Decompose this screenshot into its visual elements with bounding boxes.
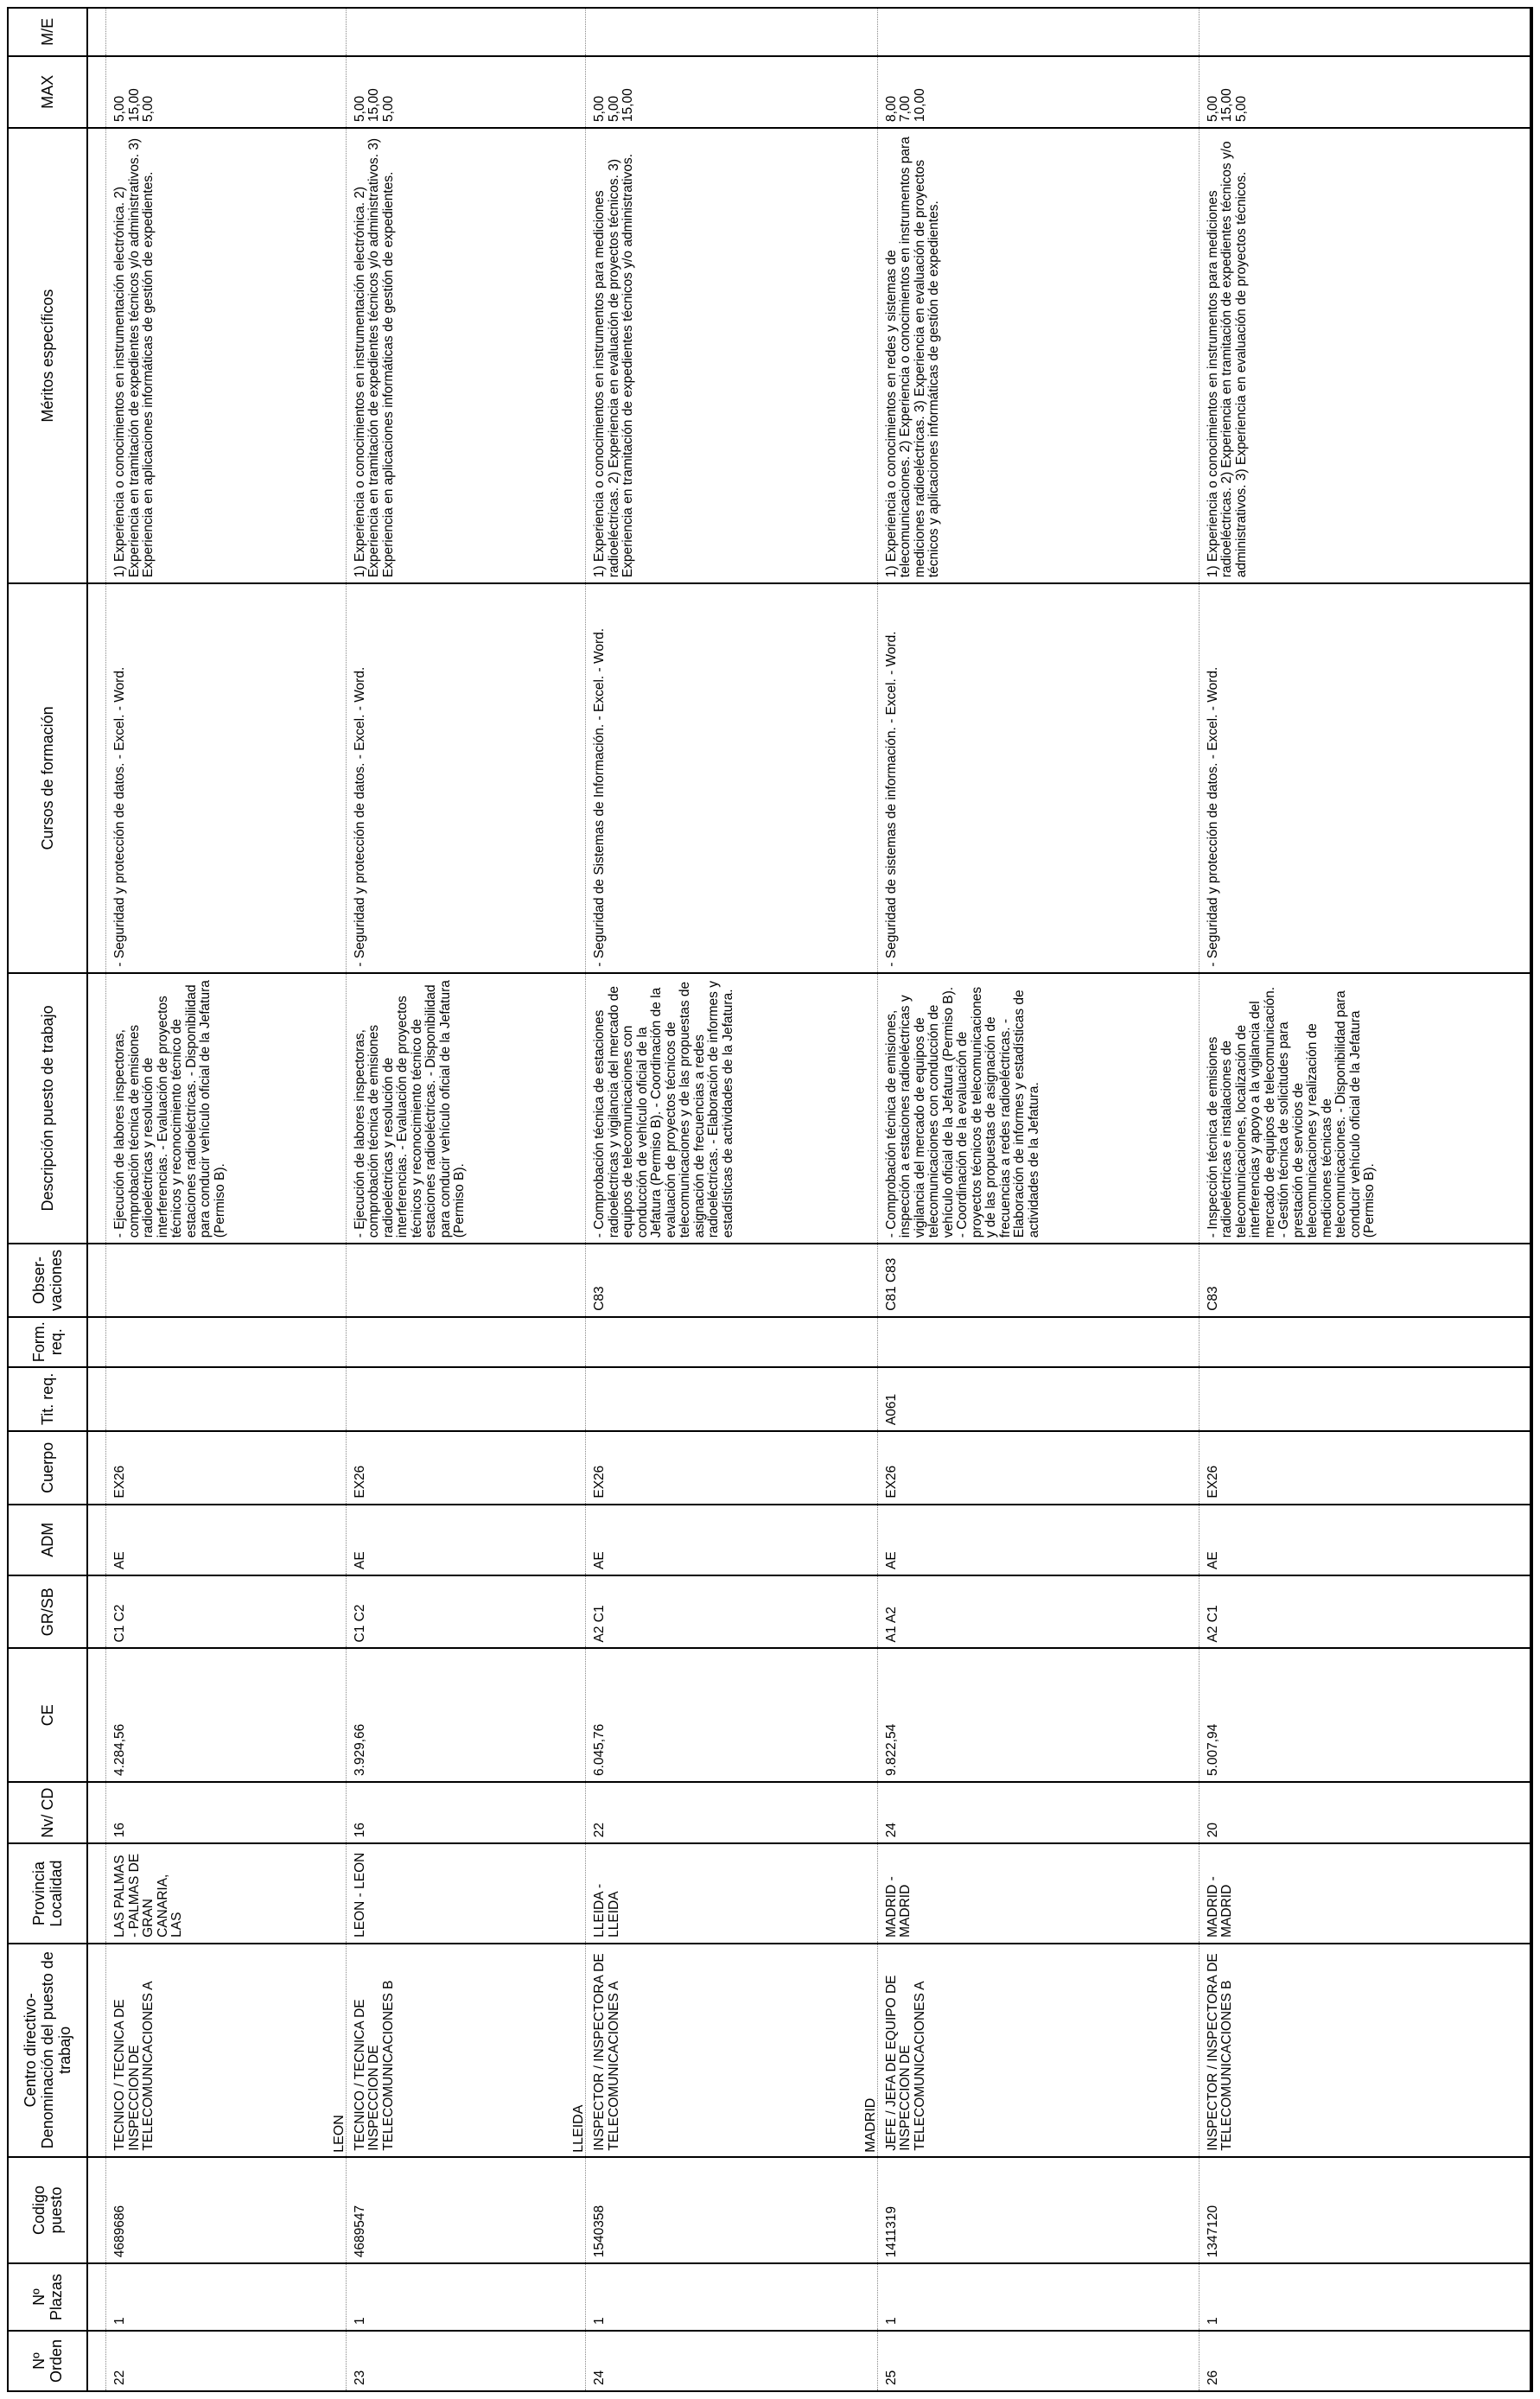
cell-cuerpo: EX26: [346, 1431, 572, 1505]
cell-formacion: [1199, 1317, 1530, 1367]
header-codigo: Codigo puesto: [9, 2157, 87, 2263]
cell-grupo: A2 C1: [586, 1575, 864, 1649]
cell-provincia: LAS PALMAS - PALMAS DE GRAN CANARIA, LAS: [106, 1843, 333, 1944]
job-positions-table: [9, 9, 1531, 2390]
table-row: [586, 9, 864, 2390]
max-value: 7,00: [898, 95, 913, 123]
cell-formacion: [586, 1317, 864, 1367]
header-cursos: Cursos de formación: [9, 583, 87, 972]
max-value: 5,00: [592, 95, 608, 123]
cell-observaciones: [106, 1244, 333, 1317]
cell-nivel: 16: [106, 1782, 333, 1843]
table-row: [1199, 9, 1530, 2390]
cell-descripcion: - Ejecución de labores inspectoras, comprobación técnica de emisiones radioeléctricas y resolución de interferencias. - Evaluación de proyectos técnicos y reconocimiento técnico de estaciones radioeléctricas. - Disponibilidad para conducir vehículo oficial de la Jefatura (Permiso B).: [106, 973, 333, 1244]
cell-titulacion: [1199, 1367, 1530, 1432]
cell-nivel: 20: [1199, 1782, 1530, 1843]
cell-cursos: - Seguridad y protección de datos. - Excel. - Word.: [106, 583, 333, 972]
cell-adm: AE: [586, 1505, 864, 1575]
cell-orden: 22: [112, 2370, 127, 2385]
cell-orden: 23: [352, 2370, 367, 2385]
cell-formacion: [106, 1317, 333, 1367]
cell-titulacion: [586, 1367, 864, 1432]
cell-meritos: 1) Experiencia o conocimientos en redes y sistemas de telecomunicaciones. 2) Experiencia o conocimientos en instrumentos para mediciones radioeléctricas. 3) Experiencia en evaluación de proyectos técnicos y aplicaciones informáticas de gestión de expedientes.: [877, 128, 1181, 583]
cell-plazas: 1: [1199, 2263, 1530, 2331]
cell-ce: 3.929,66: [346, 1648, 572, 1782]
header-titulacion: Tit. req.: [9, 1367, 87, 1432]
max-value: 5,00: [112, 95, 127, 123]
header-max: MAX: [9, 56, 87, 128]
table-row: [106, 9, 333, 2390]
cell-descripcion: - Comprobación técnica de emisiones, inspección a estaciones radioeléctricas y vigilancia del mercado de equipos de telecomunicaciones con conducción de vehículo oficial de la Jefatura (Permiso B). - Coordinación de la evaluación de proyectos técnicos de telecomunicaciones y de las propuestas de asignación de frecuencias a redes radioeléctricas. - Elaboración de informes y estadísticas de actividades de la Jefatura.: [877, 973, 1181, 1244]
cell-observaciones: [346, 1244, 572, 1317]
cell-ce: 9.822,54: [877, 1648, 1181, 1782]
header-adm: ADM: [9, 1505, 87, 1575]
cell-cuerpo: EX26: [877, 1431, 1181, 1505]
cell-max: [346, 56, 572, 128]
header-observaciones: Obser- vaciones: [9, 1244, 87, 1317]
cell-me: [106, 9, 333, 56]
max-value: 5,00: [1205, 95, 1220, 123]
header-plazas: Nº Plazas: [9, 2263, 87, 2331]
cell-provincia: LEON - LEON: [346, 1843, 572, 1944]
cell-max: [1199, 56, 1530, 128]
cell-max: [106, 56, 333, 128]
cell-orden: 24: [592, 2370, 608, 2385]
max-value: 5,00: [352, 95, 367, 123]
header-formacion: Form. req.: [9, 1317, 87, 1367]
cell-plazas: 1: [346, 2263, 572, 2331]
cell-meritos: 1) Experiencia o conocimientos en instrumentos para mediciones radioeléctricas. 2) Experiencia en tramitación de expedientes técnicos y/o administrativos. 3) Experiencia en evaluación de proyectos técnicos.: [1199, 128, 1530, 583]
table-row: [346, 9, 572, 2390]
cell-meritos: 1) Experiencia o conocimientos en instrumentación electrónica. 2) Experiencia en tramitación de expedientes técnicos y/o administrativos. 3) Experiencia en aplicaciones informáticas de gestión de expedientes.: [346, 128, 572, 583]
max-value: 5,00: [1233, 95, 1249, 123]
cell-grupo: C1 C2: [106, 1575, 333, 1649]
header-ce: CE: [9, 1648, 87, 1782]
cell-centro: TECNICO / TECNICA DE INSPECCION DE TELECOMUNICACIONES B: [346, 1944, 572, 2157]
cell-me: [1199, 9, 1530, 56]
cell-provincia: LLEIDA - LLEIDA: [586, 1843, 864, 1944]
cell-adm: AE: [1199, 1505, 1530, 1575]
cell-centro: JEFE / JEFA DE EQUIPO DE INSPECCION DE TELECOMUNICACIONES A: [877, 1944, 1181, 2157]
cell-codigo: 1411319: [877, 2157, 1181, 2263]
cell-ce: 4.284,56: [106, 1648, 333, 1782]
cell-centro: INSPECTOR / INSPECTORA DE TELECOMUNICACIONES A: [586, 1944, 864, 2157]
cell-cursos: - Seguridad de Sistemas de Información. - Excel. - Word.: [586, 583, 864, 972]
max-value: 10,00: [912, 88, 927, 123]
cell-adm: AE: [877, 1505, 1181, 1575]
header-meritos: Méritos específicos: [9, 128, 87, 583]
cell-titulacion: [106, 1367, 333, 1432]
header-row: [9, 9, 87, 2390]
max-value: 15,00: [620, 88, 636, 123]
cell-centro: INSPECTOR / INSPECTORA DE TELECOMUNICACIONES B: [1199, 1944, 1530, 2157]
cell-me: [877, 9, 1181, 56]
cell-codigo: 4689547: [346, 2157, 572, 2263]
cell-me: [586, 9, 864, 56]
cell-meritos: 1) Experiencia o conocimientos en instrumentación electrónica. 2) Experiencia en tramitación de expedientes técnicos y/o administrativos. 3) Experiencia en aplicaciones informáticas de gestión de expedientes.: [106, 128, 333, 583]
cell-nivel: 24: [877, 1782, 1181, 1843]
header-cuerpo: Cuerpo: [9, 1431, 87, 1505]
cell-observaciones: C81 C83: [877, 1244, 1181, 1317]
cell-plazas: 1: [877, 2263, 1181, 2331]
cell-cursos: - Seguridad y protección de datos. - Excel. - Word.: [1199, 583, 1530, 972]
cell-descripcion: - Ejecución de labores inspectoras, comprobación técnica de emisiones radioeléctricas y resolución de interferencias. - Evaluación de proyectos técnicos y reconocimiento técnico de estaciones radioeléctricas. - Disponibilidad para conducir vehículo oficial de la Jefatura (Permiso B).: [346, 973, 572, 1244]
cell-grupo: C1 C2: [346, 1575, 572, 1649]
header-orden: Nº Orden: [9, 2331, 87, 2390]
table-row: [877, 9, 1181, 2390]
cell-grupo: A2 C1: [1199, 1575, 1530, 1649]
cell-ce: 5.007,94: [1199, 1648, 1530, 1782]
cell-provincia: MADRID - MADRID: [1199, 1843, 1530, 1944]
cell-cursos: - Seguridad y protección de datos. - Excel. - Word.: [346, 583, 572, 972]
cell-observaciones: C83: [1199, 1244, 1530, 1317]
cell-titulacion: [346, 1367, 572, 1432]
max-value: 15,00: [1219, 88, 1235, 123]
cell-codigo: 1540358: [586, 2157, 864, 2263]
location-row: [572, 9, 586, 2390]
cell-me: [346, 9, 572, 56]
header-centro: Centro directivo- Denominación del puesto de trabajo: [9, 1944, 87, 2157]
location-row: [333, 9, 347, 2390]
cell-nivel: 22: [586, 1782, 864, 1843]
cell-max: [586, 56, 864, 128]
rotated-table-frame: [7, 7, 1533, 2392]
cell-orden: 26: [1199, 2331, 1530, 2390]
cell-formacion: [346, 1317, 572, 1367]
cell-cursos: - Seguridad de sistemas de información. - Excel. - Word.: [877, 583, 1181, 972]
cell-adm: AE: [346, 1505, 572, 1575]
header-descripcion: Descripción puesto de trabajo: [9, 973, 87, 1244]
cell-plazas: 1: [106, 2263, 333, 2331]
cell-cuerpo: EX26: [1199, 1431, 1530, 1505]
location-label: MADRID: [864, 1944, 878, 2157]
cell-codigo: 1347120: [1199, 2157, 1530, 2263]
cell-plazas: 1: [586, 2263, 864, 2331]
cell-provincia: MADRID - MADRID: [877, 1843, 1181, 1944]
header-me: M/E: [9, 9, 87, 56]
cell-centro: TECNICO / TECNICA DE INSPECCION DE TELECOMUNICACIONES A: [106, 1944, 333, 2157]
cell-max: [877, 56, 1181, 128]
max-value: 5,00: [141, 95, 156, 123]
row-spacer: [87, 9, 106, 2390]
cell-grupo: A1 A2: [877, 1575, 1181, 1649]
cell-orden: 25: [883, 2370, 899, 2385]
cell-adm: AE: [106, 1505, 333, 1575]
location-label: LLEIDA: [572, 1944, 586, 2157]
max-value: 8,00: [883, 95, 899, 123]
row-spacer: [1181, 9, 1200, 2390]
header-grupo: GR/SB: [9, 1575, 87, 1649]
max-value: 5,00: [380, 95, 396, 123]
location-row: [864, 9, 878, 2390]
cell-meritos: 1) Experiencia o conocimientos en instrumentos para mediciones radioeléctricas. 2) Experiencia en evaluación de proyectos técnicos. 3) Experiencia en tramitación de expedientes técnicos y/o administrativos.: [586, 128, 864, 583]
header-nivel: Nv/ CD: [9, 1782, 87, 1843]
cell-codigo: 4689686: [106, 2157, 333, 2263]
max-value: 15,00: [366, 88, 382, 123]
cell-formacion: [877, 1317, 1181, 1367]
cell-observaciones: C83: [586, 1244, 864, 1317]
cell-ce: 6.045,76: [586, 1648, 864, 1782]
header-provincia: Provincia Localidad: [9, 1843, 87, 1944]
cell-cuerpo: EX26: [586, 1431, 864, 1505]
max-value: 15,00: [126, 88, 142, 123]
cell-nivel: 16: [346, 1782, 572, 1843]
location-label: LEON: [333, 1944, 347, 2157]
cell-descripcion: - Comprobación técnica de estaciones radioeléctricas y vigilancia del mercado de equipos de telecomunicaciones con conducción de vehículo oficial de la Jefatura (Permiso B). - Coordinación de la evaluación de proyectos técnicos de telecomunicaciones y de las propuestas de asignación de frecuencias a redes radioeléctricas. - Elaboración de informes y estadísticas de actividades de la Jefatura.: [586, 973, 864, 1244]
cell-descripcion: - Inspección técnica de emisiones radioeléctricas e instalaciones de telecomunicaciones, localización de interferencias y apoyo a la vigilancia del mercado de equipos de telecomunicación. - Gestión técnica de solicitudes para prestación de servicios de telecomunicaciones y realización de mediciones técnicas de telecomunicaciones. - Disponibilidad para conducir vehículo oficial de la Jefatura (Permiso B).: [1199, 973, 1530, 1244]
cell-titulacion: A061: [877, 1367, 1181, 1432]
cell-cuerpo: EX26: [106, 1431, 333, 1505]
max-value: 5,00: [606, 95, 621, 123]
